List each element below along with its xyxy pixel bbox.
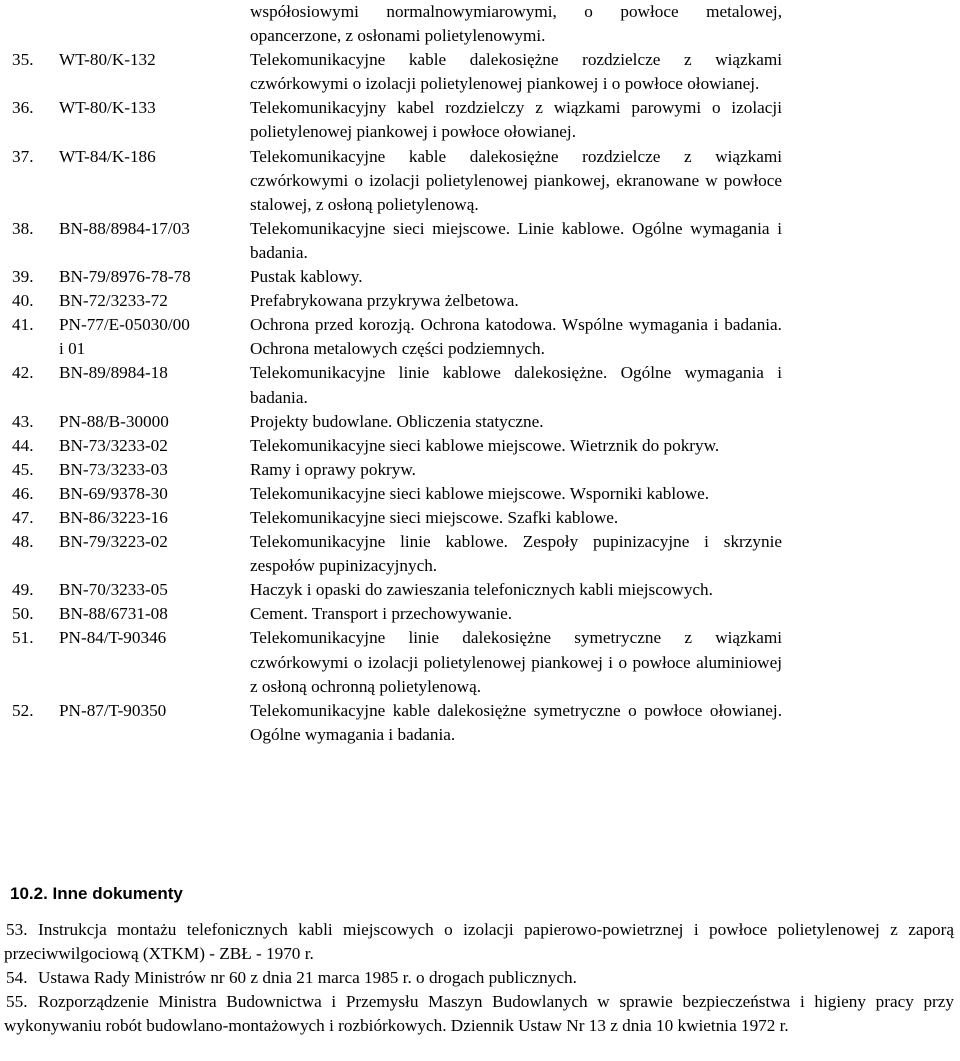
standard-code (59, 289, 249, 313)
description-line: wymagania i badania. Ochrona metalowych części (250, 315, 782, 359)
standard-code-line: BN-86/3223-16 (59, 507, 168, 527)
description-line: wymagania i badania. (250, 363, 783, 407)
standard-code-line: BN-73/3233-02 (59, 435, 168, 455)
standard-entry (0, 96, 960, 144)
description-line: współosiowymi normalnowymiarowymi, o powłoce (250, 2, 679, 21)
description-line: Ramy i oprawy pokryw. (250, 459, 416, 479)
standard-code (59, 699, 249, 723)
entry-description (250, 602, 782, 626)
entry-description (250, 0, 782, 48)
standard-code (59, 434, 249, 458)
document-text: Ustawa Rady Ministrów nr 60 z dnia 21 marca 1985 r. o drogach publicznych. (38, 968, 577, 988)
standard-entry (0, 506, 960, 530)
description-line: Cement. Transport i przechowywanie. (250, 604, 513, 624)
document-entry (0, 990, 954, 1038)
description-line: Telekomunikacyjne sieci kablowe miejscowe. Wietrznik do (250, 435, 660, 455)
entry-description (250, 361, 782, 409)
standard-entry (0, 217, 960, 265)
description-line: Telekomunikacyjne linie kablowe. Zespoły pupinizacyjne i (250, 532, 709, 552)
standard-code (59, 482, 249, 506)
entry-description (250, 434, 782, 458)
entry-description (250, 145, 782, 217)
description-line: Telekomunikacyjne kable dalekosiężne symetryczne o (250, 700, 637, 720)
entry-description (250, 217, 782, 265)
entry-description (250, 626, 782, 698)
description-line: izolacji polietylenowej piankowej i powłoce ołowianej. (250, 98, 782, 142)
description-line: Telekomunikacyjne sieci miejscowe. Linie kablowe. Ogólne (250, 218, 683, 238)
entry-number: 47. (12, 507, 34, 527)
standard-entry (0, 626, 960, 698)
standard-entry (0, 434, 960, 458)
description-line: Haczyk i opaski do zawieszania telefonicznych kabli (250, 580, 614, 600)
entry-number: 39. (12, 267, 34, 287)
standard-code-line: WT-80/K-132 (59, 50, 156, 70)
description-line: skrzynie zespołów pupinizacyjnych. (250, 532, 782, 576)
document-text: Instrukcja montażu telefonicznych kabli miejscowych o izolacji papierowo-powietrznej i powłoce polietylenowej z zaporą przeciwwilgociową (XTKM) - ZBŁ - 1970 r. (4, 920, 954, 964)
description-line: wymagania i badania. (250, 218, 782, 262)
standard-code (59, 313, 249, 361)
standard-code (59, 530, 249, 554)
entry-number: 36. (12, 98, 34, 118)
continuation-entry (0, 0, 960, 48)
standard-code-line: WT-80/K-133 (59, 98, 156, 118)
standard-entry (0, 361, 960, 409)
description-line: ekranowane w powłoce stalowej, z osłoną polietylenową. (250, 170, 782, 214)
description-line: Prefabrykowana przykrywa żelbetowa. (250, 291, 519, 311)
entry-number: 51. (12, 628, 34, 648)
standard-entry (0, 458, 960, 482)
standard-code-line: PN-88/B-30000 (59, 411, 169, 431)
entry-number: 40. (12, 291, 34, 311)
standard-entry (0, 48, 960, 96)
standard-code-line: PN-87/T-90350 (59, 700, 167, 720)
description-line: miejscowych. (617, 580, 713, 600)
entry-number: 54. (6, 968, 28, 988)
description-line: Telekomunikacyjne linie dalekosiężne symetryczne z (250, 628, 692, 648)
standard-code-line: BN-89/8984-18 (59, 363, 168, 383)
standard-entry (0, 145, 960, 217)
standard-code (59, 602, 249, 626)
standard-code-line: BN-69/9378-30 (59, 483, 168, 503)
standard-code-line: PN-84/T-90346 (59, 628, 167, 648)
entry-number: 41. (12, 315, 34, 335)
documents-list (0, 918, 960, 1038)
entry-number: 45. (12, 459, 34, 479)
entry-number: 49. (12, 580, 34, 600)
entry-description (250, 313, 782, 361)
document-entry (0, 966, 954, 990)
standard-code (59, 48, 249, 72)
description-line: Telekomunikacyjne sieci miejscowe. Szafki kablowe. (250, 507, 619, 527)
standard-code-line: PN-77/E-05030/00 (59, 315, 190, 335)
standard-code-line: BN-70/3233-05 (59, 580, 168, 600)
entry-description (250, 699, 782, 747)
description-line: wiązkami czwórkowymi o izolacji polietylenowej piankowej, (250, 146, 782, 190)
entry-description (250, 458, 782, 482)
description-line: Telekomunikacyjne sieci kablowe miejscowe. Wsporniki (250, 483, 643, 503)
standard-code (59, 96, 249, 120)
entry-number: 42. (12, 363, 34, 383)
description-line: Telekomunikacyjne linie kablowe dalekosiężne. Ogólne (250, 363, 672, 383)
standard-code (59, 145, 249, 169)
standard-code-line: BN-73/3233-03 (59, 459, 168, 479)
standard-entry (0, 410, 960, 434)
description-line: kablowe. (646, 483, 710, 503)
standard-code-line: BN-88/6731-08 (59, 604, 168, 624)
entry-number: 55. (6, 992, 28, 1012)
entry-description (250, 289, 782, 313)
entry-number: 52. (12, 700, 34, 720)
description-line: metalowej, opancerzone, z osłonami polietylenowymi. (250, 2, 782, 46)
standard-code (59, 626, 249, 650)
description-line: wiązkami czwórkowymi o izolacji polietylenowej piankowej i (250, 50, 782, 94)
standard-code-line: BN-79/8976-78-78 (59, 267, 191, 287)
standard-code-line: BN-72/3233-72 (59, 291, 168, 311)
description-line: Ochrona przed korozją. Ochrona katodowa. Wspólne (250, 315, 623, 335)
entry-number: 48. (12, 532, 34, 552)
standard-entry (0, 265, 960, 289)
standard-entry (0, 313, 960, 361)
standard-code-line: BN-88/8984-17/03 (59, 218, 190, 238)
description-line: Telekomunikacyjne kable dalekosiężne rozdzielcze z (250, 50, 692, 70)
standard-code-line: BN-79/3223-02 (59, 532, 168, 552)
description-line: podziemnych. (448, 339, 545, 359)
standard-code-line: i 01 (59, 339, 86, 359)
entry-number: 37. (12, 146, 34, 166)
entry-number: 44. (12, 435, 34, 455)
entry-description (250, 48, 782, 96)
standard-code (59, 578, 249, 602)
entry-description (250, 530, 782, 578)
document-entry (0, 918, 954, 966)
entry-description (250, 96, 782, 144)
description-line: Telekomunikacyjne kable dalekosiężne rozdzielcze z (250, 146, 692, 166)
standard-code (59, 506, 249, 530)
standard-entry (0, 578, 960, 602)
standard-entry (0, 482, 960, 506)
entry-number: 46. (12, 483, 34, 503)
standard-code-line: WT-84/K-186 (59, 146, 156, 166)
entry-number: 53. (6, 920, 28, 939)
description-line: Telekomunikacyjny kabel rozdzielczy z wiązkami parowymi o (250, 98, 721, 118)
entry-description (250, 482, 782, 506)
standard-code (59, 458, 249, 482)
description-line: pokryw. (663, 435, 720, 455)
entry-number: 35. (12, 50, 34, 70)
document-text: Rozporządzenie Ministra Budownictwa i Przemysłu Maszyn Budowlanych w sprawie bezpieczeństwa i higieny pracy przy wykonywaniu robót budowlano-montażowych i rozbiórkowych. Dziennik Ustaw Nr 13 z dnia 10 kwietnia 1972 r. (4, 992, 954, 1036)
standard-entry (0, 289, 960, 313)
entry-description (250, 410, 782, 434)
entry-description (250, 265, 782, 289)
entry-description (250, 506, 782, 530)
description-line: o powłoce ołowianej. (611, 74, 760, 94)
section-heading: 10.2. Inne dokumenty (10, 884, 183, 903)
description-line: o powłoce aluminiowej z osłoną ochronną polietylenową. (250, 652, 783, 696)
standard-code (59, 361, 249, 385)
standard-entry (0, 530, 960, 578)
entry-number: 50. (12, 604, 34, 624)
standard-code (59, 217, 249, 241)
description-line: wiązkami czwórkowymi o izolacji polietylenowej piankowej i (250, 628, 782, 672)
entry-number: 43. (12, 411, 34, 431)
description-line: Pustak kablowy. (250, 267, 363, 287)
standard-entry (0, 699, 960, 747)
description-line: Projekty budowlane. Obliczenia statyczne. (250, 411, 544, 431)
description-line: powłoce ołowianej. Ogólne wymagania i badania. (250, 700, 782, 744)
standard-code (59, 265, 249, 289)
standard-entry (0, 602, 960, 626)
standard-code (59, 410, 249, 434)
entry-description (250, 578, 782, 602)
entry-number: 38. (12, 218, 34, 238)
